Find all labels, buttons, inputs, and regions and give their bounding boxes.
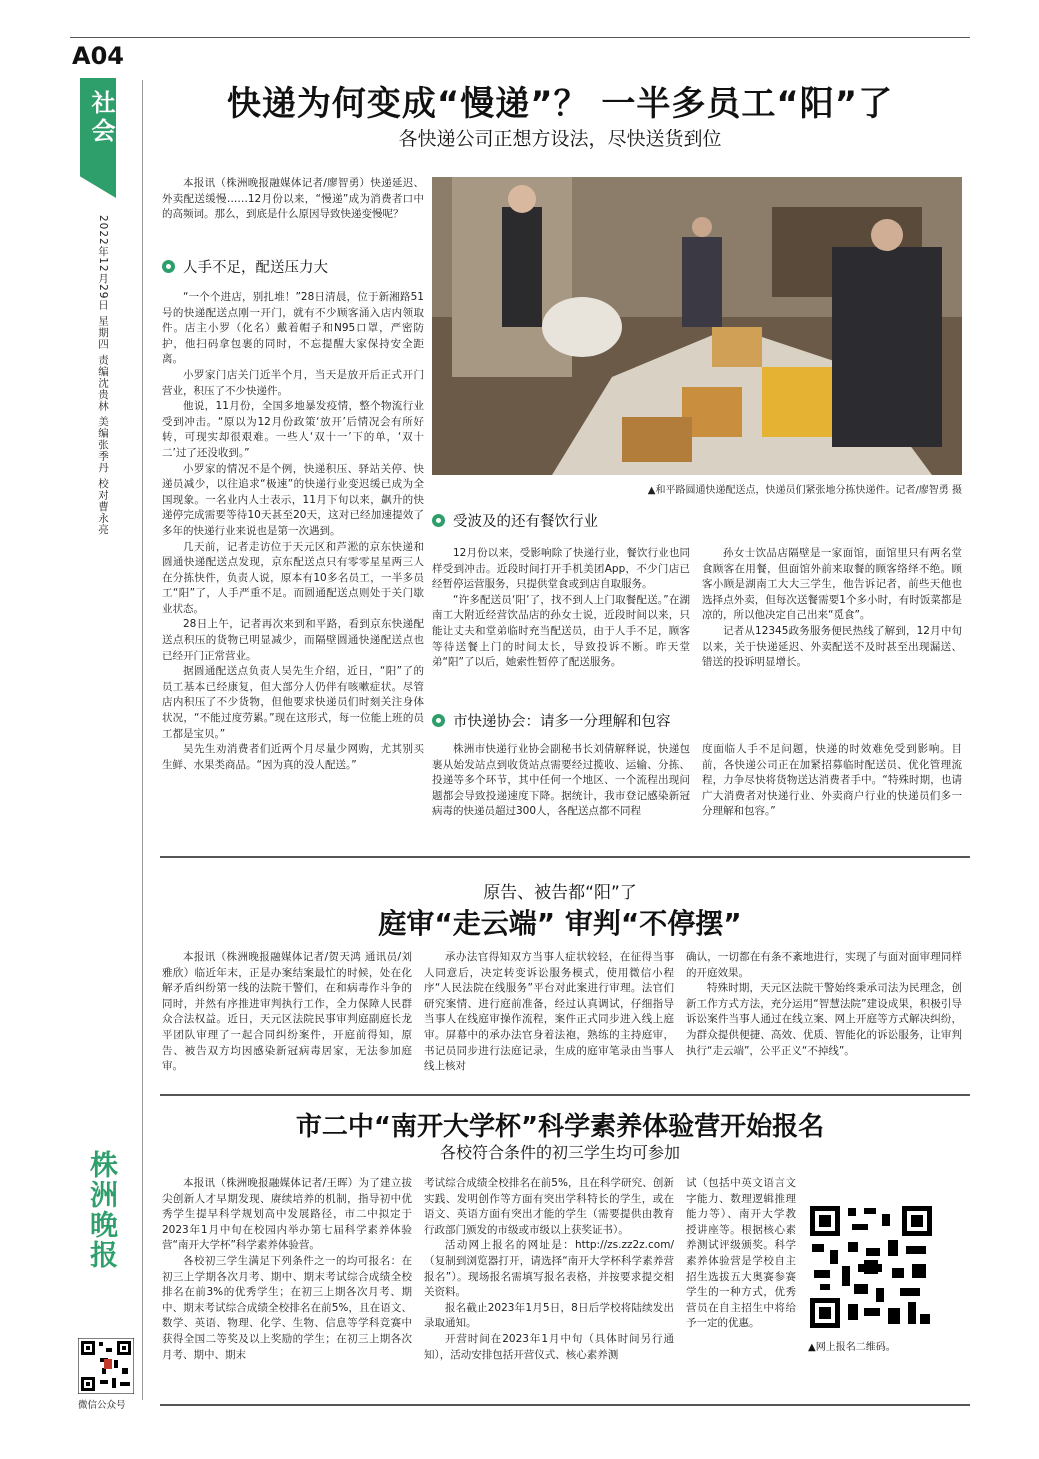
article2-title: 庭审“走云端” 审判“不停摆”: [378, 907, 742, 940]
left-divider: [142, 80, 143, 1400]
article1-col2: [432, 546, 690, 696]
paragraph: 确认，一切都在有条不紊地进行，实现了与面对面审理同样的开庭效果。: [686, 951, 962, 979]
article1-col1: [162, 290, 424, 850]
article3-col1: [162, 1176, 412, 1391]
paragraph: 试（包括中英文语言文字能力、数理逻辑推理能力等）、南开大学教授讲座等。根据核心素养测试评级颁奖。科学素养体验营是学校自主招生选拔五大奥赛参赛学生的一种方式，优秀营员在自主招生中将给予一定的优惠。: [686, 1177, 796, 1330]
section-label: 社会: [87, 90, 115, 146]
article2-col1: [162, 950, 412, 1090]
article3-col3: [686, 1176, 796, 1391]
article1-lead: [162, 176, 424, 223]
lead-paragraph: 本报讯（株洲晚报融媒体记者/廖智勇）快递延迟、外卖配送缓慢……12月份以来，“慢递”成为消费者口中的高频词。那么，到底是什么原因导致快递变慢呢？: [162, 177, 424, 221]
paragraph: 活动网上报名的网址是：http://zs.zz2z.com/（复制到浏览器打开，请选择“南开大学杯科学素养营报名”）。现场报名需填写报名表格，并按要求提交相关资料。: [424, 1239, 674, 1299]
article3-title: 市二中“南开大学杯”科学素养体验营开始报名: [295, 1112, 825, 1142]
article1-subtitle: 各快递公司正想方设法，尽快送货到位: [398, 128, 722, 150]
paragraph: 吴先生劝消费者们近两个月尽量少网购，尤其别买生鲜、水果类商品。“因为真的没人配送。”: [162, 743, 424, 771]
paragraph: 据圆通配送点负责人吴先生介绍，近日，“阳”了的员工基本已经康复，但大部分人仍伴有咳嗽症状。尽管店内积压了不少货物，但他要求快递员们时刻关注身体状况，“不能过度劳累。”现在这形式，每一位能上班的员工都是宝贝。”: [162, 665, 424, 740]
photo-caption: ▲和平路圆通快递配送点，快递员们紧张地分拣快递件。记者/廖智勇 摄: [647, 485, 962, 496]
signup-qr-code: [808, 1204, 934, 1330]
paragraph: “一个个进店，别扎堆！”28日清晨，位于新湘路51号的快递配送点刚一开门，就有不少顾客涌入店内领取件。店主小罗（化名）戴着帽子和N95口罩，严密防护，他扫码拿包裹的同时，不忘提醒大家保持安全距离。: [162, 291, 424, 366]
page-number: A04: [72, 42, 124, 70]
paragraph: 各校初三学生满足下列条件之一的均可报名：在初三上学期各次月考、期中、期末考试综合成绩全校排名在前3%的优秀学生；在初三上期各次月考、期中、期末考试综合成绩全校排名在前5%，且在语文、数学、英语、物理、化学、生物、信息等学科竞赛中获得全国二等奖及以上奖励的学生；在初三上期各次月考、期中、期末: [162, 1254, 412, 1361]
article2-kicker: 原告、被告都“阳”了: [483, 883, 637, 903]
bullet-icon: [162, 260, 175, 273]
article1-subhead-2: [432, 510, 598, 531]
subhead-text: 人手不足，配送压力大: [183, 260, 328, 276]
paragraph: 记者从12345政务服务便民热线了解到，12月中旬以来，关于快递延迟、外卖配送不及时甚至出现漏送、错送的投诉明显增长。: [702, 624, 962, 669]
section-divider: [160, 856, 970, 858]
paragraph: 12月份以来，受影响除了快递行业，餐饮行业也同样受到冲击。近段时间打开手机美团App，不少门店已经暂停运营服务，只提供堂食或到店自取服务。: [432, 547, 690, 591]
paragraph: 报名截止2023年1月5日，8日后学校将陆续发出录取通知。: [424, 1301, 674, 1330]
paragraph: 度面临人手不足问题，快递的时效难免受到影响。目前，各快递公司正在加紧招募临时配送员、优化管理流程，力争尽快将货物送达消费者手中。“特殊时期，也请广大消费者对快递行业、外卖商户行业的快递员们多一分理解和包容。”: [702, 743, 962, 818]
subhead-text: 市快递协会：请多一分理解和包容: [453, 714, 671, 730]
paragraph: 孙女士饮品店隔壁是一家面馆，面馆里只有两名堂食顾客在用餐，但面馆外前来取餐的顾客络绎不绝。顾客小顾是湖南工大大三学生，他告诉记者，前些天他也选择点外卖，但每次送餐需要1个多小时，有时饭菜都是凉的，所以他决定自己出来“觅食”。: [702, 547, 962, 622]
article1-col3: [702, 546, 962, 696]
dateline: 2022年12月29日 星期四 责编沈贵林 美编张季丹 校对曹永亮: [97, 215, 109, 536]
top-rule: [70, 37, 970, 38]
wechat-label: 微信公众号: [78, 1400, 126, 1411]
section-divider: [160, 1094, 970, 1096]
article1-col4: [432, 742, 690, 842]
qr-caption: ▲网上报名二维码。: [808, 1342, 896, 1353]
paragraph: 考试综合成绩全校排名在前5%，且在科学研究、创新实践、发明创作等方面有突出学科特长的学生，或在语文、英语方面有突出才能的学生（需要提供由教育行政部门颁发的市级或市级以上获奖证书）。: [424, 1177, 674, 1236]
article3-col2: [424, 1176, 674, 1391]
paragraph: 本报讯（株洲晚报融媒体记者/贺天鸿 通讯员/刘雅欣）临近年末，正是办案结案最忙的时候，处在化解矛盾纠纷第一线的法院干警们，在和病毒作斗争的同时，并然有序推进审判执行工作，全力保障人民群众合法权益。近日，天元区法院民事审判庭副庭长龙平团队审理了一起合同纠纷案件，开庭前得知，原告、被告双方均因感染新冠病毒居家，无法参加庭审。: [162, 951, 412, 1073]
paragraph: 28日上午，记者再次来到和平路，看到京东快递配送点积压的货物已明显减少，而隔壁圆通快递配送点也已经开门正常营业。: [162, 618, 424, 662]
paragraph: 特殊时期，天元区法院干警始终秉承司法为民理念，创新工作方式方法，充分运用“智慧法院”建设成果，积极引导诉讼案件当事人通过在线立案、网上开庭等方式解决纠纷，为群众提供便捷、高效、优质、智能化的诉讼服务，让审判执行“走云端”，公平正义“不掉线”。: [686, 982, 962, 1057]
paragraph: 株洲市快递行业协会副秘书长刘倩解释说，快递包裹从始发站点到收货站点需要经过揽收、运输、分拣、投递等多个环节，其中任何一个地区、一个流程出现问题都会导致投递速度下降。据统计，我市登记感染新冠病毒的快递员超过300人，各配送点都不同程: [432, 743, 690, 818]
bullet-icon: [432, 514, 445, 527]
article2-col3: [686, 950, 962, 1090]
article1-col5: [702, 742, 962, 842]
paragraph: “许多配送员‘阳’了，找不到人上门取餐配送。”在湖南工大附近经营饮品店的孙女士说，近段时间以来，只能让丈夫和堂弟临时充当配送员，由于人手不足，顾客等待送餐上门的时间太长，导致投诉不断。昨天堂弟“阳”了以后，她索性暂停了配送服务。: [432, 593, 690, 669]
bottom-rule: [160, 1404, 970, 1406]
article1-title: 快递为何变成“慢递”？ 一半多员工“阳”了: [226, 84, 894, 124]
newspaper-logo: 株洲晚报: [86, 1150, 119, 1270]
paragraph: 小罗家门店关门近半个月，当天是放开后正式开门营业，积压了不少快递件。: [162, 368, 424, 397]
bullet-icon: [432, 714, 445, 727]
article1-subhead-1: [162, 256, 328, 277]
paragraph: 本报讯（株洲晚报融媒体记者/王晖）为了建立拔尖创新人才早期发现、赓续培养的机制，指导初中优秀学生提早科学规划高中发展路径，市二中拟定于2023年1月中旬在校园内举办第七届科学素养体验营“南开大学杯”科学素养体验营。: [162, 1177, 412, 1252]
paragraph: 小罗家的情况不是个例，快递积压、驿站关停、快递员减少，以往追求“极速”的快递行业变迟缓已成为全国现象。一名业内人士表示，11月下旬以来，飙升的快递停完成需要等待10天甚至20天，这对已经加速提效了多年的快递行业来说也是第一次遇到。: [162, 462, 424, 537]
article1-photo: [432, 177, 962, 475]
subhead-text: 受波及的还有餐饮行业: [453, 514, 598, 530]
paragraph: 几天前，记者走访位于天元区和芦淞的京东快递和圆通快递配送点发现，京东配送点只有零零星星两三人在分拣快件，负责人说，原本有10多名员工，一半多员工“阳”了，人手严重不足。而圆通配送点则处于关门歇业状态。: [162, 540, 424, 615]
article1-subhead-3: [432, 710, 671, 731]
article2-col2: [424, 950, 674, 1090]
paragraph: 开营时间在2023年1月中旬（具体时间另行通知），活动安排包括开营仪式、核心素养测: [424, 1332, 674, 1361]
article3-subtitle: 各校符合条件的初三学生均可参加: [439, 1143, 680, 1162]
paragraph: 他说，11月份，全国多地暴发疫情，整个物流行业受到冲击。“原以为12月份政策‘放开’后情况会有所好转，可现实却很艰难。一些人‘双十一’下的单，‘双十二’过了还没收到。”: [162, 400, 424, 459]
paragraph: 承办法官得知双方当事人症状较轻，在征得当事人同意后，决定转变诉讼服务模式，使用微信小程序“人民法院在线服务”平台对此案进行审理。法官们研究案情、进行庭前准备，经过认真调试，仔细指导当事人在线庭审操作流程，案件正式同步进入线上庭审。屏幕中的承办法官身着法袍，熟练的主持庭审，书记员同步进行法庭记录，生成的庭审笔录由当事人线上核对: [424, 951, 674, 1073]
wechat-qr-code: [78, 1338, 134, 1394]
